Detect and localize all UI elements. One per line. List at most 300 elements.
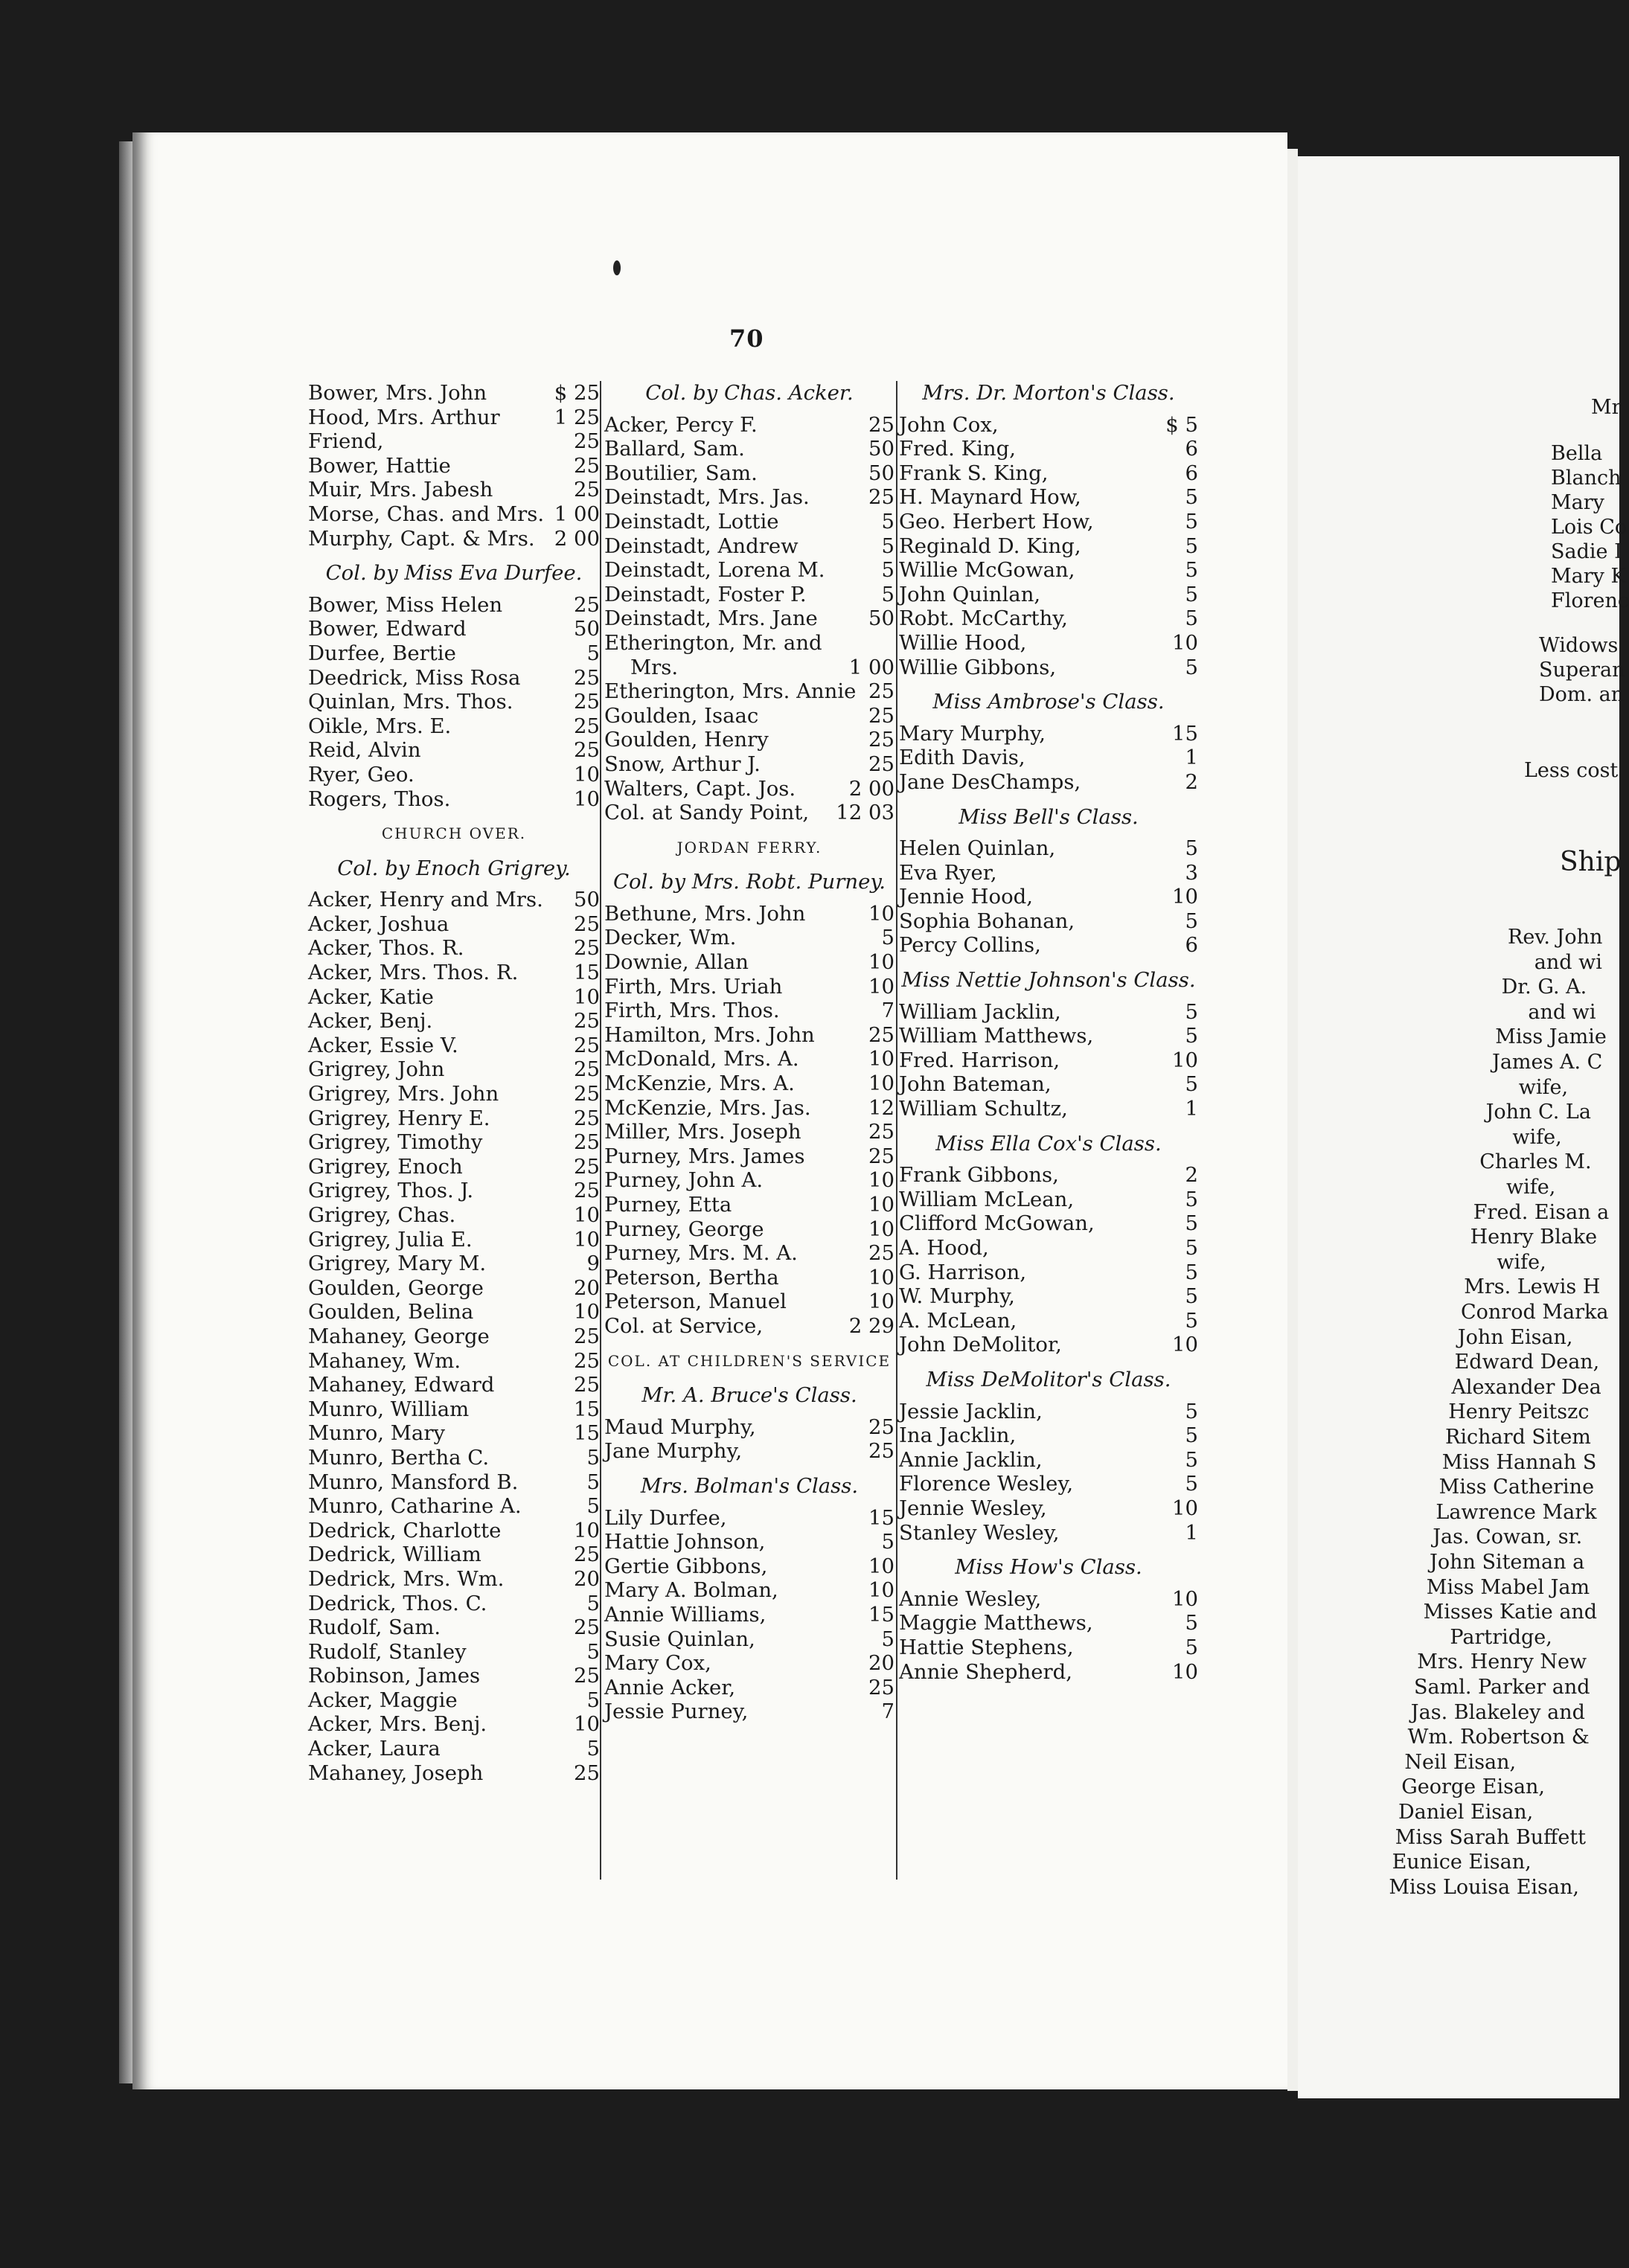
amount: 25: [574, 1348, 600, 1373]
amount: 5: [881, 509, 894, 534]
subscriber-name: Deinstadt, Mrs. Jas.: [604, 485, 810, 510]
subscriber-entry: [308, 1664, 600, 1688]
subscriber-name: Deedrick, Miss Rosa: [308, 665, 521, 690]
amount: 5: [881, 534, 894, 558]
subscriber-name: Goulden, Belina: [308, 1300, 474, 1324]
subscriber-entry: [604, 1217, 894, 1242]
amount: 6: [1185, 933, 1198, 958]
facing-entry: Conrod Marka: [1461, 1301, 1609, 1324]
amount: $ 5: [1165, 412, 1198, 437]
subscriber-entry: [308, 936, 600, 961]
amount: 10: [868, 974, 894, 999]
subscriber-name: Munro, William: [308, 1397, 470, 1421]
subscriber-entry: [604, 1241, 894, 1266]
amount: 10: [868, 1047, 894, 1071]
book-gutter: [1287, 149, 1298, 2091]
amount: 12: [868, 1095, 894, 1120]
subscriber-name: Acker, Percy F.: [604, 412, 758, 437]
subscriber-entry: [308, 1688, 600, 1713]
subscriber-entry: [604, 1168, 894, 1193]
amount: 7: [881, 1700, 894, 1724]
facing-entry: wife,: [1512, 1125, 1562, 1149]
subscriber-entry: [604, 902, 894, 926]
amount: 25: [868, 1241, 894, 1266]
amount: [865, 631, 894, 656]
facing-heading: Mr: [1591, 396, 1622, 419]
amount: 25: [574, 1082, 600, 1106]
amount: 1: [1185, 1520, 1198, 1545]
amount: 25: [574, 1324, 600, 1348]
subscriber-name: Col. at Sandy Point,: [604, 801, 810, 825]
amount: 25: [868, 1120, 894, 1144]
amount: 10: [574, 762, 600, 787]
subscriber-entry: [308, 961, 600, 985]
subscriber-name: Annie Shepherd,: [899, 1659, 1072, 1684]
subscriber-name: McKenzie, Mrs. Jas.: [604, 1095, 811, 1120]
amount: 5: [1185, 1072, 1198, 1097]
subscriber-entry: [604, 1651, 894, 1676]
amount: 1 00: [554, 502, 600, 526]
amount: 5: [1185, 909, 1198, 933]
column-rule: [600, 381, 601, 1880]
facing-entry: John C. La: [1485, 1101, 1591, 1124]
facing-entry: Neil Eisan,: [1404, 1750, 1517, 1774]
subscriber-entry: [899, 583, 1198, 607]
amount: 10: [868, 1168, 894, 1193]
subscriber-entry: [899, 631, 1198, 656]
facing-entry: wife,: [1497, 1250, 1546, 1274]
subscriber-entry: [899, 1097, 1198, 1121]
amount: 10: [574, 984, 600, 1009]
amount: 25: [574, 1009, 600, 1034]
subscriber-entry: [604, 1120, 894, 1144]
subscriber-entry: [604, 999, 894, 1023]
facing-entry: Edward Dean,: [1454, 1351, 1600, 1374]
subscriber-name: Jane Murphy,: [604, 1439, 743, 1464]
subscriber-name: Reid, Alvin: [308, 738, 421, 763]
subscriber-name: Quinlan, Mrs. Thos.: [308, 690, 513, 714]
subscriber-entry: [308, 690, 600, 714]
amount: 20: [868, 1651, 894, 1676]
subscriber-name: Friend,: [308, 429, 384, 454]
subscriber-name: Munro, Mary: [308, 1421, 446, 1446]
amount: 10: [574, 1712, 600, 1737]
subscriber-entry: [899, 1448, 1198, 1473]
subscriber-entry: [899, 1211, 1198, 1236]
facing-entry: Dr. G. A.: [1501, 976, 1587, 999]
subscriber-entry: [899, 770, 1198, 795]
subscriber-entry: [604, 679, 894, 704]
amount: 5: [586, 1737, 600, 1761]
amount: 1: [1185, 1097, 1198, 1121]
subscriber-name: Maud Murphy,: [604, 1415, 756, 1439]
subscriber-entry: [899, 413, 1198, 438]
subscriber-name: Frank S. King,: [899, 461, 1049, 485]
subscriber-entry: [899, 885, 1198, 909]
subscriber-entry: [604, 1144, 894, 1169]
subscriber-name: Grigrey, Mrs. John: [308, 1082, 499, 1106]
amount: 25: [868, 1415, 894, 1439]
subscriber-entry: [308, 1567, 600, 1592]
facing-entry: Miss Louisa Eisan,: [1389, 1875, 1579, 1899]
subscriber-name: Morse, Chas. and Mrs.: [308, 502, 545, 526]
facing-entry: Rev. John: [1508, 926, 1603, 949]
facing-entry: Eunice Eisan,: [1392, 1851, 1532, 1874]
amount: 10: [1172, 885, 1198, 909]
amount: 5: [881, 926, 894, 950]
subscriber-name: Goulden, George: [308, 1275, 484, 1300]
subscriber-entry: [899, 1236, 1198, 1260]
amount: 25: [574, 1664, 600, 1688]
subscriber-name: Firth, Mrs. Uriah: [604, 974, 783, 999]
subscriber-name: Susie Quinlan,: [604, 1627, 755, 1651]
subscriber-entry: [308, 641, 600, 666]
subscriber-name: Munro, Mansford B.: [308, 1470, 519, 1494]
subscriber-entry: [308, 1057, 600, 1082]
amount: 6: [1185, 437, 1198, 461]
subscriber-entry: [308, 429, 600, 454]
subscriber-entry: [899, 1333, 1198, 1357]
subscriber-entry: [604, 1506, 894, 1531]
subscriber-entry: [308, 1155, 600, 1179]
amount: 5: [1185, 655, 1198, 679]
subscriber-entry: [604, 728, 894, 752]
amount: 10: [574, 1518, 600, 1543]
amount: 10: [1172, 1333, 1198, 1357]
amount: 9: [586, 1252, 600, 1276]
section-heading: CHURCH OVER.: [381, 824, 527, 843]
subscriber-entry: [308, 1592, 600, 1616]
subscriber-name: Hattie Stephens,: [899, 1635, 1074, 1659]
amount: 25: [574, 714, 600, 738]
amount: 15: [574, 961, 600, 985]
subscriber-name: A. Hood,: [899, 1236, 989, 1260]
subscriber-entry: [899, 606, 1198, 631]
subscriber-entry: [604, 1554, 894, 1579]
facing-entry: Misses Katie and: [1423, 1601, 1598, 1624]
subscriber-entry: [899, 1260, 1198, 1285]
subscriber-entry: [604, 752, 894, 777]
subscriber-name: Edith Davis,: [899, 746, 1025, 770]
amount: 50: [868, 461, 894, 485]
subscriber-name: Purney, John A.: [604, 1168, 764, 1193]
subscriber-entry: [308, 1034, 600, 1058]
facing-entry: Miss Jamie: [1495, 1025, 1607, 1049]
subscriber-entry: [604, 1415, 894, 1440]
amount: 5: [881, 1530, 894, 1554]
amount: 25: [574, 1761, 600, 1785]
amount: 5: [1185, 534, 1198, 558]
facing-entry: Miss Mabel Jam: [1426, 1575, 1590, 1599]
subscriber-entry: [604, 1314, 894, 1339]
subscriber-name: Firth, Mrs. Thos.: [604, 999, 780, 1023]
amount: 25: [868, 412, 894, 437]
facing-entry: wife,: [1506, 1176, 1556, 1199]
amount: 5: [1185, 485, 1198, 510]
amount: 25: [574, 1057, 600, 1082]
amount: 25: [868, 485, 894, 510]
subscriber-name: John Bateman,: [899, 1072, 1052, 1097]
subscriber-entry: [604, 413, 894, 438]
subscriber-entry: [899, 933, 1198, 958]
section-heading: COL. AT CHILDREN'S SERVICE: [607, 1351, 892, 1370]
subscriber-entry: [308, 454, 600, 478]
subscriber-entry: [899, 722, 1198, 746]
subscriber-name: Robinson, James: [308, 1664, 481, 1688]
amount: 25: [574, 1615, 600, 1640]
subscriber-name: McKenzie, Mrs. A.: [604, 1071, 795, 1096]
amount: 15: [574, 1421, 600, 1446]
subscriber-entry: [308, 1470, 600, 1495]
amount: 20: [574, 1275, 600, 1300]
subscriber-name: Dedrick, William: [308, 1543, 481, 1567]
facing-entry: Fred. Eisan a: [1473, 1200, 1610, 1224]
subscriber-entry: [604, 1193, 894, 1217]
amount: 25: [868, 728, 894, 752]
subscriber-entry: [308, 1712, 600, 1737]
subscriber-name: William Jacklin,: [899, 999, 1061, 1024]
subscriber-name: Mahaney, Wm.: [308, 1348, 461, 1373]
subscriber-name: A. McLean,: [899, 1308, 1017, 1333]
subscriber-entry: [308, 1737, 600, 1761]
subscriber-entry: [308, 912, 600, 937]
subscriber-name: Helen Quinlan,: [899, 836, 1056, 861]
collector-heading: Col. by Mrs. Robt. Purney.: [612, 870, 886, 894]
subscriber-entry: [899, 1496, 1198, 1521]
amount: 2 00: [554, 526, 600, 551]
facing-entry: Lois Co: [1551, 516, 1628, 539]
subscriber-entry: [308, 527, 600, 551]
subscriber-entry: [308, 1203, 600, 1228]
subscriber-entry: [604, 1603, 894, 1627]
amount: 15: [1172, 721, 1198, 746]
subscriber-entry: [604, 558, 894, 583]
amount: 10: [868, 1578, 894, 1603]
subscriber-entry: [604, 583, 894, 607]
subscriber-name: Jennie Wesley,: [899, 1496, 1047, 1520]
amount: 1 00: [848, 655, 894, 679]
amount: 50: [868, 606, 894, 631]
subscriber-name: Etherington, Mrs. Annie: [604, 679, 857, 704]
amount: 5: [1185, 1635, 1198, 1659]
subscriber-entry: [308, 763, 600, 787]
amount: 10: [1172, 630, 1198, 655]
subscriber-entry: [604, 1627, 894, 1652]
facing-entry: Miss Sarah Buffett: [1395, 1825, 1587, 1849]
subscriber-name: Dedrick, Thos. C.: [308, 1591, 487, 1615]
subscriber-name: Grigrey, Chas.: [308, 1203, 456, 1227]
subscriber-name: Fred. Harrison,: [899, 1048, 1060, 1072]
collector-heading: Miss DeMolitor's Class.: [926, 1367, 1171, 1391]
subscriber-name: Grigrey, Timothy: [308, 1130, 483, 1155]
subscriber-entry: [899, 1072, 1198, 1097]
subscriber-entry: [308, 1130, 600, 1155]
section-heading: JORDAN FERRY.: [676, 838, 822, 856]
subscriber-name: Grigrey, Henry E.: [308, 1106, 490, 1130]
amount: 5: [586, 1445, 600, 1470]
amount: 5: [1185, 1284, 1198, 1309]
subscriber-name: Acker, Essie V.: [308, 1033, 458, 1057]
subscriber-entry: [604, 1290, 894, 1314]
subscriber-entry: [899, 1284, 1198, 1309]
subscriber-name: Mary A. Bolman,: [604, 1578, 778, 1603]
subscriber-name: Percy Collins,: [899, 933, 1041, 958]
subscriber-name: Rudolf, Stanley: [308, 1639, 467, 1664]
amount: 10: [1172, 1496, 1198, 1520]
facing-entry: Mary: [1551, 491, 1604, 514]
amount: 5: [881, 558, 894, 583]
subscriber-name: Ryer, Geo.: [308, 762, 415, 787]
amount: 5: [1185, 1236, 1198, 1260]
subscriber-entry: [604, 485, 894, 510]
subscriber-entry: [899, 1163, 1198, 1188]
amount: 5: [881, 582, 894, 606]
subscriber-name: Ballard, Sam.: [604, 437, 745, 461]
subscriber-name: Acker, Maggie: [308, 1688, 458, 1712]
collector-heading: Miss Ambrose's Class.: [932, 690, 1165, 714]
subscriber-name: Gertie Gibbons,: [604, 1554, 768, 1578]
subscriber-name: Acker, Henry and Mrs.: [308, 888, 543, 912]
subscriber-name: Willie Gibbons,: [899, 655, 1057, 679]
subscriber-name: Grigrey, Enoch: [308, 1154, 463, 1179]
subscriber-name: McDonald, Mrs. A.: [604, 1047, 799, 1071]
subscriber-entry: [308, 985, 600, 1010]
amount: 5: [1185, 1399, 1198, 1423]
subscriber-name: Etherington, Mr. and: [604, 630, 822, 655]
facing-entry: Sadie I: [1551, 540, 1622, 563]
amount: 25: [574, 1154, 600, 1179]
subscriber-name: Mahaney, Joseph: [308, 1761, 484, 1785]
subscriber-entry: [308, 502, 600, 527]
facing-entry: Saml. Parker and: [1414, 1676, 1590, 1699]
amount: 50: [868, 437, 894, 461]
amount: 2 29: [848, 1313, 894, 1338]
amount: 25: [574, 429, 600, 454]
subscriber-name: Willie McGowan,: [899, 558, 1075, 583]
subscriber-entry: [899, 1660, 1198, 1685]
facing-entry: James A. C: [1492, 1051, 1603, 1074]
amount: 25: [574, 738, 600, 763]
subscriber-entry: [604, 606, 894, 631]
subscriber-name: Deinstadt, Andrew: [604, 534, 799, 558]
subscriber-name: Deinstadt, Lottie: [604, 509, 779, 534]
amount: 1 25: [554, 405, 600, 429]
subscriber-name: G. Harrison,: [899, 1260, 1027, 1284]
amount: 25: [574, 453, 600, 478]
subscriber-entry: [308, 1252, 600, 1276]
facing-entry: John Eisan,: [1457, 1325, 1573, 1349]
subscriber-entry: [604, 1676, 894, 1700]
subscriber-name: Peterson, Manuel: [604, 1290, 787, 1314]
subscriber-name: Bethune, Mrs. John: [604, 901, 806, 926]
subscriber-name: Munro, Catharine A.: [308, 1494, 522, 1519]
collector-heading: Col. by Chas. Acker.: [645, 381, 854, 405]
amount: 5: [1185, 1423, 1198, 1448]
subscriber-entry: [604, 777, 894, 801]
subscriber-name: Ina Jacklin,: [899, 1423, 1017, 1448]
subscriber-entry: [899, 861, 1198, 885]
subscriber-name: Annie Acker,: [604, 1675, 736, 1700]
subscriber-name: Goulden, Henry: [604, 728, 769, 752]
subscriber-name: William McLean,: [899, 1187, 1075, 1211]
facing-entry: and wi: [1528, 1000, 1596, 1024]
subscriber-entry: [308, 381, 600, 406]
subscriber-entry: [604, 461, 894, 486]
amount: 50: [574, 888, 600, 912]
ink-dot: [613, 260, 621, 275]
subscriber-entry: [604, 1578, 894, 1603]
subscriber-name: Peterson, Bertha: [604, 1265, 779, 1290]
facing-entry: Miss Hannah S: [1441, 1450, 1597, 1474]
amount: 10: [868, 1290, 894, 1314]
amount: 5: [586, 641, 600, 665]
facing-entry: Lawrence Mark: [1436, 1500, 1597, 1524]
subscriber-name: Acker, Benj.: [308, 1009, 433, 1034]
subscriber-entry: [308, 593, 600, 618]
amount: 25: [574, 912, 600, 936]
amount: 10: [868, 901, 894, 926]
facing-heading: Ship: [1560, 847, 1622, 877]
amount: 25: [574, 1130, 600, 1155]
subscriber-name: Mary Cox,: [604, 1651, 711, 1676]
amount: 5: [1185, 1472, 1198, 1496]
collector-heading: Miss How's Class.: [955, 1555, 1142, 1580]
facing-entry: Mrs. Henry New: [1417, 1650, 1587, 1674]
subscriber-name: Downie, Allan: [604, 950, 749, 975]
subscriber-entry: [308, 1421, 600, 1446]
subscriber-entry: [308, 1082, 600, 1106]
subscriber-entry: [308, 787, 600, 812]
collector-heading: Mr. A. Bruce's Class.: [641, 1383, 857, 1408]
facing-entry: Alexander Dea: [1451, 1375, 1601, 1399]
subscriber-entry: [604, 1439, 894, 1464]
amount: 5: [1185, 836, 1198, 861]
amount: 25: [574, 936, 600, 961]
subscriber-name: Mrs.: [604, 655, 679, 679]
subscriber-entry: [899, 909, 1198, 934]
collector-heading: Miss Nettie Johnson's Class.: [901, 968, 1196, 993]
subscriber-entry: [308, 1300, 600, 1324]
amount: 25: [574, 690, 600, 714]
amount: 10: [574, 1203, 600, 1227]
subscriber-entry: [604, 926, 894, 950]
subscriber-entry: [899, 1048, 1198, 1073]
amount: 25: [868, 679, 894, 704]
subscriber-entry: [604, 437, 894, 461]
subscriber-name: Bower, Mrs. John: [308, 381, 487, 405]
subscriber-name: Stanley Wesley,: [899, 1520, 1060, 1545]
amount: 15: [868, 1505, 894, 1530]
subscriber-name: Purney, Mrs. James: [604, 1144, 805, 1168]
subscriber-name: Boutilier, Sam.: [604, 461, 758, 485]
subscriber-name: Grigrey, Thos. J.: [308, 1179, 474, 1203]
subscriber-name: Murphy, Capt. & Mrs.: [308, 526, 535, 551]
amount: 10: [574, 1227, 600, 1252]
subscriber-name: Robt. McCarthy,: [899, 606, 1068, 631]
facing-entry: Bella: [1551, 442, 1603, 465]
collector-heading: Col. by Miss Eva Durfee.: [325, 561, 583, 586]
amount: 15: [574, 1397, 600, 1421]
subscriber-entry: [899, 1309, 1198, 1333]
amount: 7: [881, 999, 894, 1023]
collector-heading: Col. by Enoch Grigrey.: [337, 856, 571, 880]
subscriber-entry: [604, 1071, 894, 1096]
subscriber-entry: [899, 746, 1198, 770]
amount: 2 00: [848, 776, 894, 801]
amount: 5: [586, 1470, 600, 1494]
amount: 5: [1185, 509, 1198, 534]
subscriber-name: Goulden, Isaac: [604, 703, 759, 728]
